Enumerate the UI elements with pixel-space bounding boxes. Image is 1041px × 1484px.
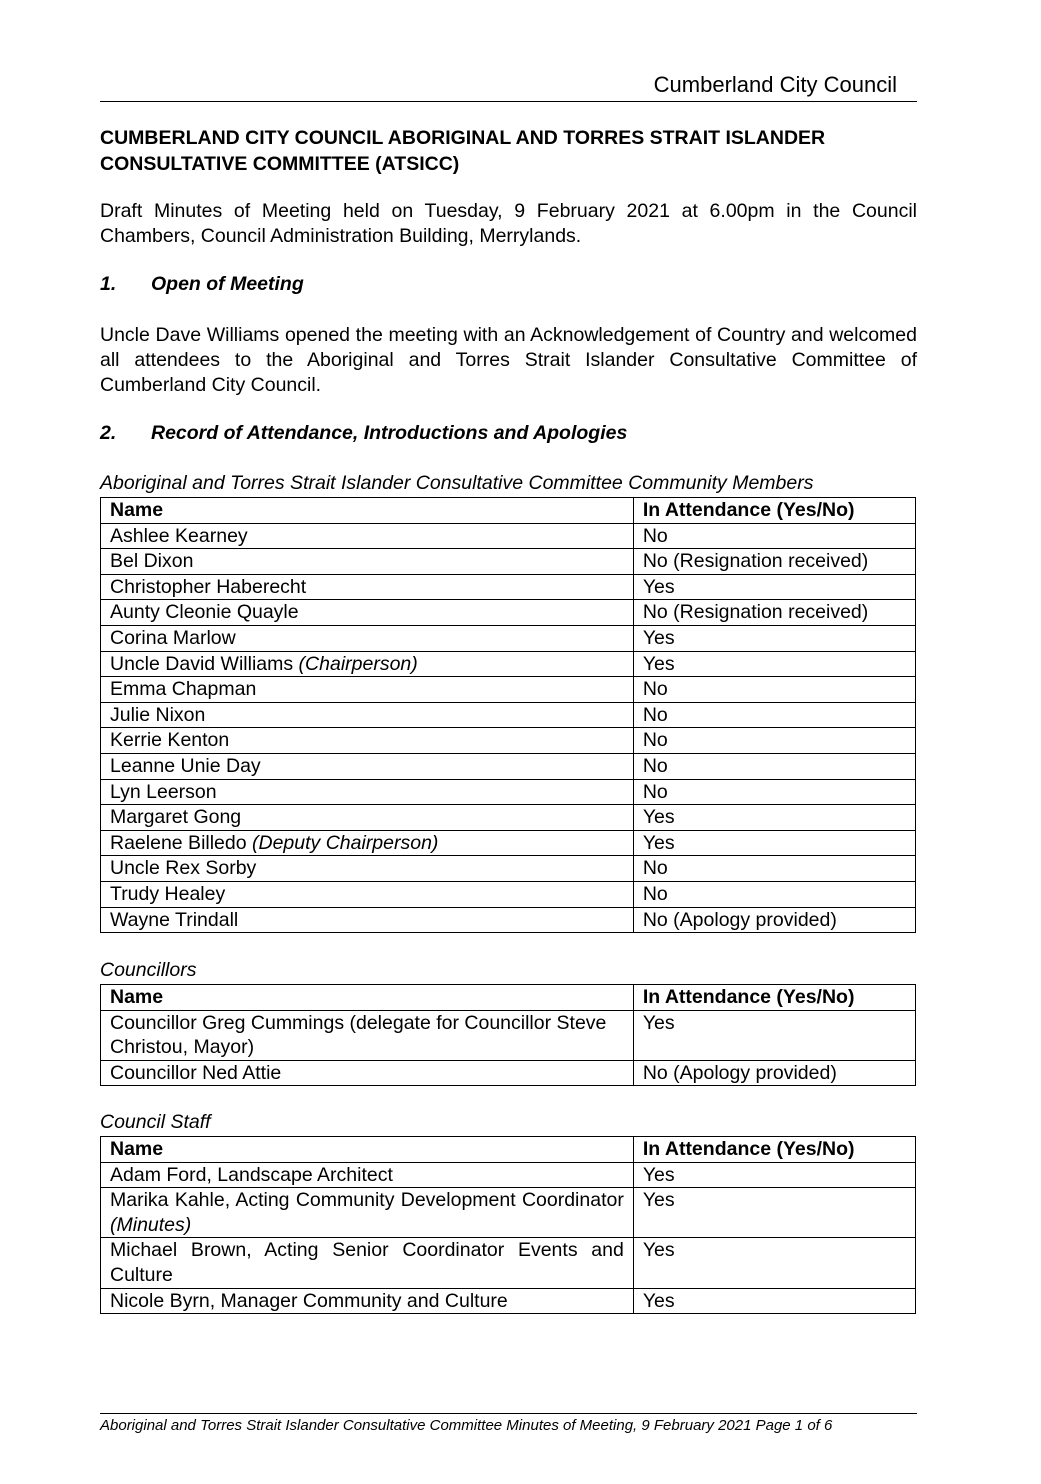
col-header-name: Name — [101, 498, 634, 524]
attendee-name: Nicole Byrn, Manager Community and Culture — [110, 1289, 508, 1312]
table-row — [101, 881, 916, 907]
table-row — [101, 549, 916, 575]
col-header-name: Name — [101, 985, 634, 1011]
attendee-name: Kerrie Kenton — [110, 729, 230, 752]
table-row — [101, 779, 916, 805]
header-org-name: Cumberland City Council — [653, 72, 897, 97]
table-row — [101, 805, 916, 831]
cell-name — [101, 574, 634, 600]
cell-attendance: Yes — [633, 805, 915, 831]
section-2-heading — [100, 422, 627, 445]
table-header-row — [101, 498, 916, 524]
attendee-name: Christopher Haberecht — [110, 575, 307, 598]
table-row — [101, 1288, 916, 1314]
table-row — [101, 574, 916, 600]
staff-caption: Council Staff — [100, 1111, 211, 1133]
cell-attendance: No (Apology provided) — [633, 1060, 915, 1086]
members-caption: Aboriginal and Torres Strait Islander Consultative Committee Community Members — [100, 472, 814, 494]
attendee-name: Bel Dixon — [110, 550, 194, 573]
table-row — [101, 856, 916, 882]
cell-name — [101, 625, 634, 651]
attendee-name: Michael Brown, Acting Senior Coordinator Events and Culture — [110, 1239, 624, 1286]
section-1-body: Uncle Dave Williams opened the meeting with an Acknowledgement of Country and welcomed all attendees to the Aboriginal and Torres Strait Islander Consultative Committee of Cumberland City Council. — [100, 324, 917, 396]
page-header — [100, 72, 917, 102]
cell-name — [101, 753, 634, 779]
cell-attendance: No — [633, 779, 915, 805]
cell-attendance: No (Resignation received) — [633, 600, 915, 626]
col-header-name: Name — [101, 1137, 634, 1163]
col-header-attendance: In Attendance (Yes/No) — [633, 498, 915, 524]
cell-attendance: No (Apology provided) — [633, 907, 915, 933]
table-row — [101, 728, 916, 754]
cell-attendance: Yes — [633, 1238, 915, 1288]
section-1-heading — [100, 273, 304, 296]
table-row — [101, 907, 916, 933]
cell-name — [101, 523, 634, 549]
cell-attendance: No — [633, 523, 915, 549]
table-row — [101, 651, 916, 677]
table-row — [101, 677, 916, 703]
cell-attendance: No — [633, 677, 915, 703]
cell-attendance: Yes — [633, 1162, 915, 1188]
section-2-title: Record of Attendance, Introductions and Apologies — [151, 422, 628, 444]
cell-attendance: No — [633, 856, 915, 882]
cell-name — [101, 1238, 634, 1288]
cell-attendance: Yes — [633, 625, 915, 651]
cell-attendance: Yes — [633, 830, 915, 856]
attendee-name: Uncle Rex Sorby — [110, 857, 257, 880]
attendee-name: Trudy Healey — [110, 882, 226, 905]
table-row — [101, 1060, 916, 1086]
attendee-name: Julie Nixon — [110, 703, 206, 726]
table-row — [101, 702, 916, 728]
table-row — [101, 830, 916, 856]
section-1-number: 1. — [100, 273, 117, 295]
col-header-attendance: In Attendance (Yes/No) — [633, 985, 915, 1011]
attendee-name: Raelene Billedo — [110, 831, 253, 854]
section-1-title: Open of Meeting — [151, 273, 304, 295]
cell-name — [101, 1060, 634, 1086]
attendee-name: Lyn Leerson — [110, 780, 217, 803]
cell-name — [101, 881, 634, 907]
table-row — [101, 523, 916, 549]
attendee-name: Councillor Ned Attie — [110, 1061, 282, 1084]
cell-name — [101, 549, 634, 575]
table-header-row — [101, 1137, 916, 1163]
table-row — [101, 1162, 916, 1188]
attendee-name: Councillor Greg Cummings (delegate for Councillor Steve Christou, Mayor) — [110, 1011, 607, 1059]
table-row — [101, 1010, 916, 1060]
attendee-name: Corina Marlow — [110, 626, 236, 649]
cell-attendance: Yes — [633, 1188, 915, 1238]
cell-name — [101, 702, 634, 728]
cell-attendance: Yes — [633, 1010, 915, 1060]
intro-paragraph: Draft Minutes of Meeting held on Tuesday, 9 February 2021 at 6.00pm in the Council Chambers, Council Administration Building, Merrylands. — [100, 200, 917, 247]
table-row — [101, 1188, 916, 1238]
cell-attendance: No — [633, 753, 915, 779]
cell-name — [101, 728, 634, 754]
members-table — [100, 497, 916, 933]
cell-attendance: No — [633, 728, 915, 754]
col-header-attendance: In Attendance (Yes/No) — [633, 1137, 915, 1163]
councillors-table — [100, 984, 916, 1086]
attendee-name: Ashlee Kearney — [110, 524, 248, 547]
staff-table — [100, 1136, 916, 1314]
cell-name — [101, 907, 634, 933]
attendee-name: Marika Kahle, Acting Community Development Coordinator — [110, 1189, 624, 1212]
document-title: CUMBERLAND CITY COUNCIL ABORIGINAL AND TORRES STRAIT ISLANDER CONSULTATIVE COMMITTEE (ATSICC) — [100, 127, 826, 175]
cell-attendance: Yes — [633, 1288, 915, 1314]
table-header-row — [101, 985, 916, 1011]
attendee-name: Wayne Trindall — [110, 908, 239, 931]
councillors-caption: Councillors — [100, 959, 197, 981]
cell-name — [101, 805, 634, 831]
attendee-name: Adam Ford, Landscape Architect — [110, 1163, 393, 1186]
cell-name — [101, 779, 634, 805]
cell-name — [101, 1162, 634, 1188]
cell-attendance: No — [633, 881, 915, 907]
attendee-name: Aunty Cleonie Quayle — [110, 601, 299, 624]
attendee-name: Uncle David Williams — [110, 652, 299, 675]
attendee-role: (Deputy Chairperson) — [252, 831, 439, 854]
attendee-name: Leanne Unie Day — [110, 754, 261, 777]
cell-name — [101, 1010, 634, 1060]
attendee-name: Emma Chapman — [110, 678, 257, 701]
page-footer: Aboriginal and Torres Strait Islander Consultative Committee Minutes of Meeting, 9 February 2021 Page 1 of 6 — [100, 1413, 917, 1434]
cell-attendance: Yes — [633, 651, 915, 677]
cell-name — [101, 830, 634, 856]
cell-name — [101, 856, 634, 882]
section-2-number: 2. — [100, 422, 117, 444]
attendee-role: (Chairperson) — [298, 652, 418, 675]
attendee-role: (Minutes) — [110, 1213, 192, 1236]
cell-attendance: Yes — [633, 574, 915, 600]
cell-name — [101, 600, 634, 626]
table-row — [101, 753, 916, 779]
cell-name — [101, 1188, 634, 1238]
attendee-name: Margaret Gong — [110, 806, 242, 829]
table-row — [101, 1238, 916, 1288]
cell-name — [101, 1288, 634, 1314]
cell-attendance: No (Resignation received) — [633, 549, 915, 575]
cell-attendance: No — [633, 702, 915, 728]
cell-name — [101, 677, 634, 703]
table-row — [101, 625, 916, 651]
table-row — [101, 600, 916, 626]
cell-name — [101, 651, 634, 677]
